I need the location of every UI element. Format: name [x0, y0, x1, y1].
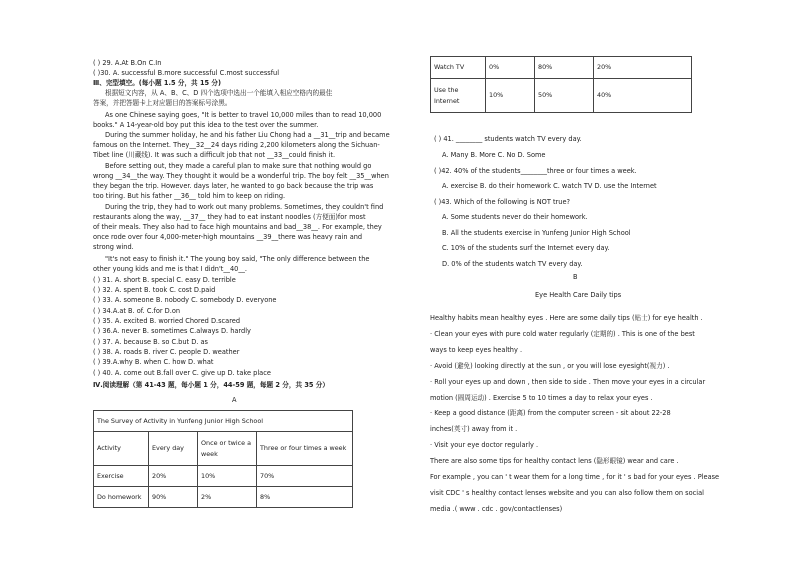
passage-line: Tibet line (川藏线). It was such a difficult job that not __33__could finish it.: [93, 151, 336, 159]
question-41: ( ) 41. ________ students watch TV every day.: [434, 135, 582, 143]
question-42-options: A. exercise B. do their homework C. watch TV D. use the Internet: [442, 182, 657, 190]
table-cell: 20%: [149, 466, 198, 487]
option-row: ( ) 33. A. someone B. nobody C. somebody D. everyone: [93, 296, 277, 304]
table-cell: 90%: [149, 487, 198, 508]
option-row: ( ) 39.A.why B. when C. how D. what: [93, 358, 214, 366]
passage-line: other young kids and me is that I didn't__40__.: [93, 265, 248, 273]
part-a-label: A: [232, 396, 237, 404]
passage-line: famous on the Internet. They__32__24 days riding 2,200 kilometers along the Sichuan-: [93, 141, 380, 149]
table-cell: 10%: [486, 79, 535, 113]
passage-line: visit CDC ' s healthy contact lenses website and you can also follow them on social: [430, 489, 704, 497]
option-row: ( ) 40. A. come out B.fall over C. give up D. take place: [93, 369, 271, 377]
table-cell: 80%: [535, 57, 594, 79]
passage-line: motion (圆周运动) . Exercise 5 to 10 times a day to relax your eyes .: [430, 394, 653, 402]
passage-line: · Roll your eyes up and down , then side to side . Then move your eyes in a circular: [430, 378, 706, 386]
passage-line: As one Chinese saying goes, "It is better to travel 10,000 miles than to read 10,000: [105, 111, 382, 119]
table-cell: 8%: [257, 487, 353, 508]
passage-line: There are also some tips for healthy contact lens (隐形眼镜) wear and care .: [430, 457, 679, 465]
instruction-line-1: 根据短文内容，从 A、B、C、D 四个选项中选出一个能填入相应空格内的最佳: [105, 89, 333, 97]
question-30: ( )30. A. successful B.more successful C.most successful: [93, 69, 280, 77]
passage-line: books." A 14-year-old boy put this idea to the test over the summer.: [93, 121, 319, 129]
passage-line: of their meals. They also had to face high mountains and bad__38__. For example, they: [93, 223, 382, 231]
passage-line: For example , you can ' t wear them for a long time , for it ' s bad for your eyes . Please: [430, 473, 720, 481]
passage-line: strong wind.: [93, 243, 134, 251]
passage-line: once rode over four 4,000-meter-high mountains __39__there was heavy rain and: [93, 233, 363, 241]
table-cell: 40%: [594, 79, 692, 113]
option-row: ( ) 36.A. never B. sometimes C.always D. hardly: [93, 327, 251, 335]
survey-table-continued: [430, 56, 692, 113]
passage-line: During the trip, they had to work out many problems. Sometimes, they couldn't find: [105, 203, 384, 211]
passage-line: they began the trip. However. days later, he wanted to go back because the trip was: [93, 182, 374, 190]
passage-line: · Clean your eyes with pure cold water regularly (定期的) . This is one of the best: [430, 330, 695, 338]
question-43: ( )43. Which of the following is NOT true?: [434, 198, 571, 206]
passage-line: inches(英寸) away from it .: [430, 425, 518, 433]
question-41-options: A. Many B. More C. No D. Some: [442, 151, 546, 159]
table-header: Once or twice a week: [198, 432, 257, 466]
table-header: Activity: [94, 432, 149, 466]
table-header: Three or four times a week: [257, 432, 353, 466]
table-cell: 2%: [198, 487, 257, 508]
option-row: ( ) 38. A. roads B. river C. people D. weather: [93, 348, 240, 356]
table-cell: Use the Internet: [431, 79, 486, 113]
passage-line: Healthy habits mean healthy eyes . Here are some daily tips (贴士) for eye health .: [430, 314, 703, 322]
question-29: ( ) 29. A.At B.On C.In: [93, 59, 162, 67]
table-cell: 0%: [486, 57, 535, 79]
survey-table-title: The Survey of Activity in Yunfeng Junior High School: [94, 411, 353, 432]
table-cell: Watch TV: [431, 57, 486, 79]
passage-line: "It's not easy to finish it." The young boy said, "The only difference between the: [105, 255, 370, 263]
passage-line: · Avoid (避免) looking directly at the sun , or you will lose eyesight(视力) .: [430, 362, 670, 370]
table-header: Every day: [149, 432, 198, 466]
passage-line: Before setting out, they made a careful plan to make sure that nothing would go: [105, 162, 372, 170]
passage-line: restaurants along the way, __37__ they had to eat instant noodles (方便面)for most: [93, 213, 366, 221]
section-3-heading: Ⅲ、完型填空。(每小题 1.5 分，共 15 分): [93, 79, 222, 87]
question-43-option-a: A. Some students never do their homework.: [442, 213, 588, 221]
question-42: ( )42. 40% of the students________three or four times a week.: [434, 167, 637, 175]
passage-line: wrong __34__the way. They thought it would be a wonderful trip. The boy felt __35__when: [93, 172, 389, 180]
option-row: ( ) 32. A. spent B. took C. cost D.paid: [93, 286, 216, 294]
passage-line: During the summer holiday, he and his father Liu Chong had a __31__trip and became: [105, 131, 390, 139]
passage-line: media .( www . cdc . gov/contactlenses): [430, 505, 563, 513]
table-cell: 50%: [535, 79, 594, 113]
question-43-option-b: B. All the students exercise in Yunfeng Junior High School: [442, 229, 631, 237]
passage-line: · Visit your eye doctor regularly .: [430, 441, 539, 449]
passage-title: Eye Health Care Daily tips: [535, 291, 622, 299]
table-cell: Exercise: [94, 466, 149, 487]
section-4-heading: Ⅳ.阅读理解（第 41-43 题，每小题 1 分，44-59 题，每题 2 分，共 35 分）: [93, 381, 329, 389]
table-cell: 70%: [257, 466, 353, 487]
option-row: ( ) 31. A. short B. special C. easy D. terrible: [93, 276, 236, 284]
survey-table: [93, 410, 353, 508]
table-cell: 20%: [594, 57, 692, 79]
passage-line: · Keep a good distance (距离) from the computer screen - sit about 22-28: [430, 409, 671, 417]
passage-line: too tiring. But his father __36__ told him to keep on riding.: [93, 192, 286, 200]
table-cell: 10%: [198, 466, 257, 487]
question-43-option-c: C. 10% of the students surf the Internet every day.: [442, 244, 610, 252]
part-b-label: B: [573, 273, 578, 281]
option-row: ( ) 35. A. excited B. worried Chored D.scared: [93, 317, 241, 325]
option-row: ( ) 34.A.at B. of. C.for D.on: [93, 307, 181, 315]
passage-line: ways to keep eyes healthy .: [430, 346, 523, 354]
option-row: ( ) 37. A. because B. so C.but D. as: [93, 338, 208, 346]
table-cell: Do homework: [94, 487, 149, 508]
instruction-line-2: 答案，并把答题卡上对应题目的答案标号涂黑。: [93, 99, 232, 107]
question-43-option-d: D. 0% of the students watch TV every day.: [442, 260, 583, 268]
